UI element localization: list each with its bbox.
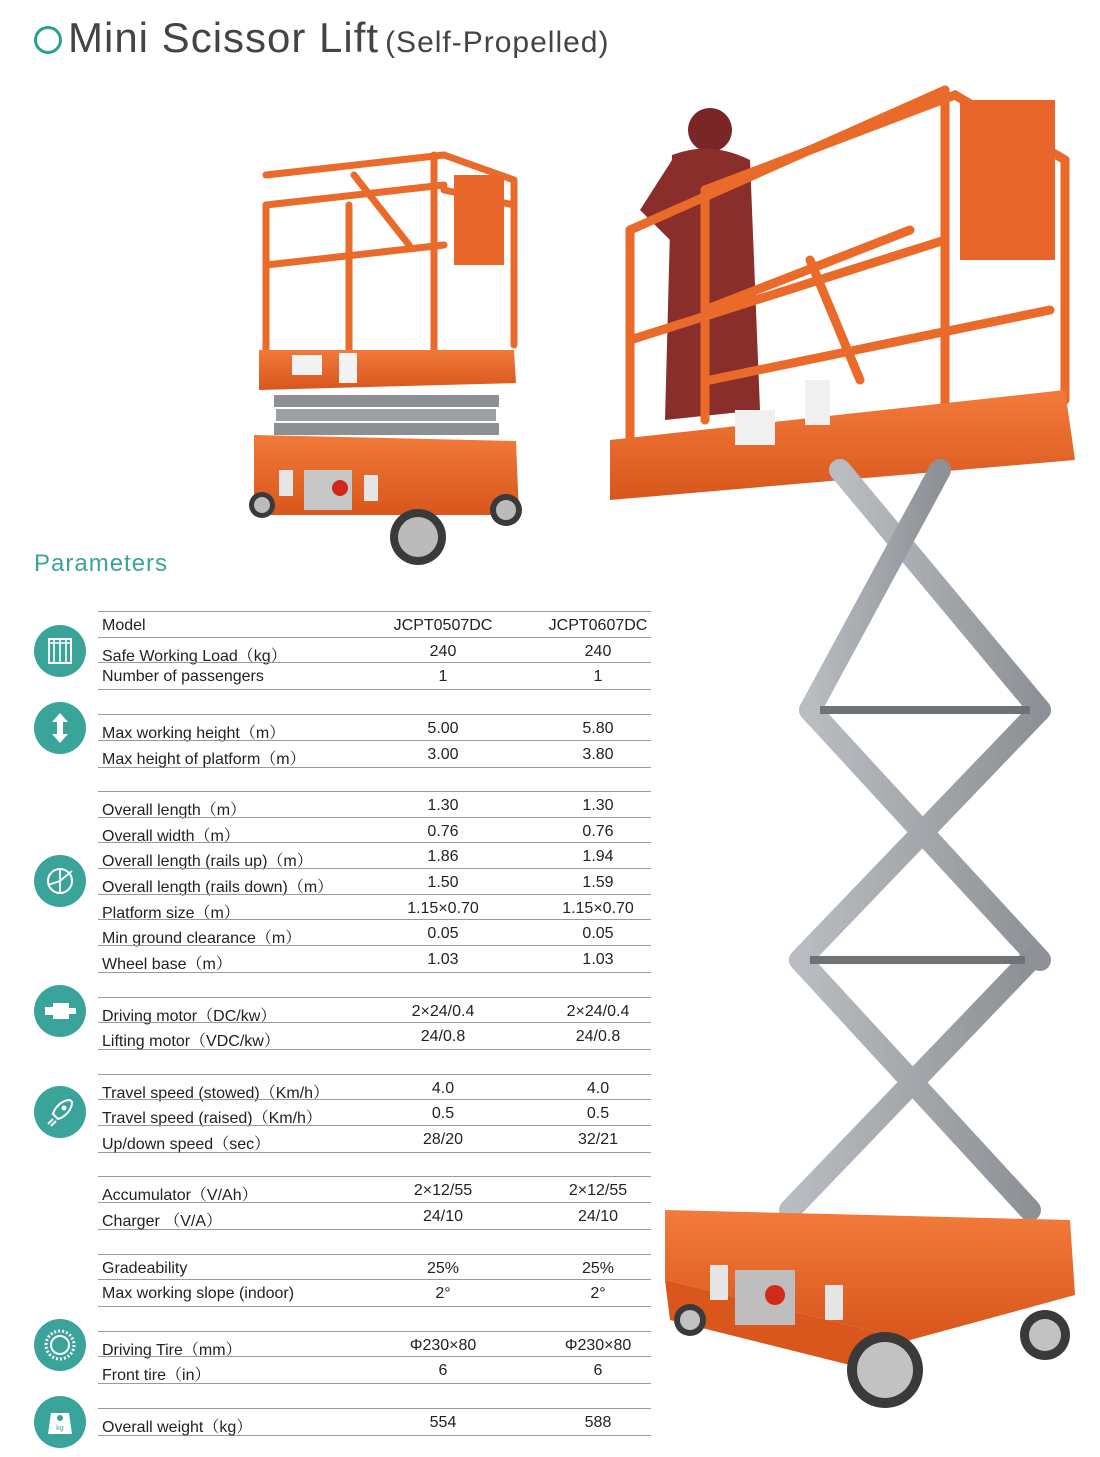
row-value-jcpt0607dc: 0.05 — [582, 925, 614, 943]
row-value-jcpt0507dc: 1.30 — [427, 796, 459, 814]
table-row — [98, 714, 651, 741]
row-label: Overall length (rails down)（m） — [102, 879, 334, 896]
row-value-jcpt0507dc: 0.05 — [427, 925, 459, 943]
row-value-jcpt0507dc: 554 — [429, 1413, 457, 1431]
row-label: Max height of platform（m） — [102, 750, 306, 768]
table-row — [98, 1279, 651, 1307]
row-label: Accumulator（V/Ah） — [102, 1187, 258, 1205]
motor-icon — [34, 985, 86, 1037]
title-subtitle: (Self-Propelled) — [385, 26, 610, 59]
row-value-jcpt0607dc: 1.30 — [582, 796, 614, 814]
table-row — [98, 1202, 651, 1230]
row-value-jcpt0607dc: 24/0.8 — [575, 1028, 621, 1046]
page-title — [34, 14, 609, 62]
table-row — [98, 842, 651, 869]
row-value-jcpt0607dc: 588 — [584, 1413, 612, 1431]
row-label: Max working slope (indoor) — [102, 1285, 295, 1303]
table-row — [98, 1125, 651, 1153]
table-row — [98, 894, 651, 921]
row-value-jcpt0607dc: 1.94 — [582, 848, 614, 866]
table-row — [98, 611, 651, 638]
row-label: Front tire（in） — [102, 1367, 211, 1385]
row-value-jcpt0607dc: 5.80 — [582, 719, 614, 737]
row-value-jcpt0507dc: 1.15×0.70 — [407, 899, 479, 917]
row-label: Number of passengers — [102, 668, 264, 686]
row-value-jcpt0507dc: 3.00 — [427, 745, 459, 763]
row-value-jcpt0607dc: 32/21 — [577, 1131, 619, 1148]
row-label: Overall width（m） — [102, 827, 240, 845]
row-label: Overall length (rails up)（m） — [102, 853, 313, 871]
row-value-jcpt0607dc: 2×12/55 — [568, 1182, 628, 1200]
row-label: Model — [102, 617, 146, 634]
row-value-jcpt0507dc: 1.03 — [427, 951, 459, 969]
row-value-jcpt0507dc: 28/20 — [422, 1131, 464, 1148]
weight-scale-icon — [34, 1396, 86, 1448]
tire-icon — [34, 1319, 86, 1371]
scissor-lift-stowed-image — [244, 145, 526, 570]
row-value-jcpt0507dc: JCPT0507DC — [393, 617, 493, 634]
row-value-jcpt0507dc: 25% — [426, 1259, 460, 1277]
table-row — [98, 740, 651, 768]
row-value-jcpt0607dc: JCPT0607DC — [548, 617, 648, 634]
row-value-jcpt0507dc: 6 — [438, 1362, 448, 1380]
row-value-jcpt0507dc: 240 — [429, 642, 457, 660]
table-row — [98, 1099, 651, 1126]
row-value-jcpt0507dc: 1.50 — [427, 874, 459, 891]
table-row — [98, 868, 651, 895]
row-value-jcpt0507dc: 4.0 — [431, 1079, 455, 1097]
row-label: Safe Working Load（kg） — [102, 647, 287, 665]
row-value-jcpt0507dc: Φ230×80 — [409, 1336, 477, 1354]
row-value-jcpt0507dc: 0.5 — [431, 1105, 455, 1123]
row-value-jcpt0507dc: 2×12/55 — [413, 1182, 473, 1200]
row-value-jcpt0507dc: 0.76 — [427, 822, 459, 840]
row-value-jcpt0607dc: 240 — [584, 642, 612, 660]
row-label: Max working height（m） — [102, 724, 286, 742]
row-label: Travel speed (raised)（Km/h） — [102, 1110, 322, 1128]
row-value-jcpt0607dc: 1.03 — [582, 951, 614, 969]
table-row — [98, 791, 651, 818]
table-row — [98, 637, 651, 664]
row-value-jcpt0607dc: 24/10 — [577, 1208, 619, 1226]
row-value-jcpt0507dc: 24/0.8 — [420, 1028, 466, 1046]
table-row — [98, 1074, 651, 1101]
row-label: Charger （V/A） — [102, 1213, 223, 1231]
row-label: Min ground clearance（m） — [102, 930, 302, 948]
row-value-jcpt0607dc: 25% — [581, 1259, 615, 1277]
row-value-jcpt0507dc: 2° — [435, 1285, 451, 1303]
row-label: Platform size（m） — [102, 904, 240, 922]
scale-label: kg — [56, 1424, 64, 1432]
row-value-jcpt0607dc: 1.15×0.70 — [562, 899, 634, 917]
row-value-jcpt0507dc: 2×24/0.4 — [411, 1002, 475, 1020]
row-value-jcpt0607dc: 6 — [593, 1362, 603, 1380]
table-row — [98, 1331, 651, 1358]
title-main: Mini Scissor Lift — [68, 14, 380, 61]
row-value-jcpt0607dc: 4.0 — [586, 1079, 610, 1097]
row-label: Wheel base（m） — [102, 956, 232, 974]
row-value-jcpt0507dc: 1.86 — [427, 848, 459, 866]
row-value-jcpt0607dc: 3.80 — [582, 745, 614, 763]
row-value-jcpt0607dc: 1 — [593, 668, 603, 686]
row-value-jcpt0607dc: Φ230×80 — [564, 1336, 632, 1354]
row-value-jcpt0607dc: 0.5 — [586, 1105, 610, 1123]
table-row — [98, 1408, 651, 1436]
table-row — [98, 1022, 651, 1050]
height-arrows-icon — [34, 702, 86, 754]
table-row — [98, 1356, 651, 1384]
row-value-jcpt0607dc: 2×24/0.4 — [566, 1002, 630, 1020]
table-row — [98, 1254, 651, 1281]
row-label: Lifting motor（VDC/kw） — [102, 1033, 280, 1051]
table-row — [98, 997, 651, 1024]
section-heading: Parameters — [34, 550, 169, 577]
building-icon — [34, 625, 86, 677]
table-row — [98, 662, 651, 690]
row-label: Driving Tire（mm） — [102, 1341, 242, 1359]
table-row — [98, 1176, 651, 1203]
table-row — [98, 919, 651, 946]
row-value-jcpt0507dc: 5.00 — [427, 719, 459, 737]
row-value-jcpt0507dc: 24/10 — [422, 1208, 464, 1226]
dimensions-icon — [34, 855, 86, 907]
row-label: Travel speed (stowed)（Km/h） — [102, 1084, 330, 1102]
table-row — [98, 817, 651, 844]
table-row — [98, 945, 651, 973]
row-value-jcpt0607dc: 0.76 — [582, 822, 614, 840]
rocket-icon — [34, 1086, 86, 1138]
row-label: Gradeability — [102, 1259, 188, 1277]
row-value-jcpt0607dc: 2° — [590, 1285, 606, 1303]
row-label: Overall length（m） — [102, 801, 247, 819]
row-label: Up/down speed（sec） — [102, 1136, 271, 1153]
row-label: Driving motor（DC/kw） — [102, 1007, 277, 1025]
row-label: Overall weight（kg） — [102, 1418, 253, 1436]
circle-bullet-icon — [34, 26, 62, 54]
row-value-jcpt0607dc: 1.59 — [582, 874, 614, 891]
row-value-jcpt0507dc: 1 — [438, 668, 448, 686]
